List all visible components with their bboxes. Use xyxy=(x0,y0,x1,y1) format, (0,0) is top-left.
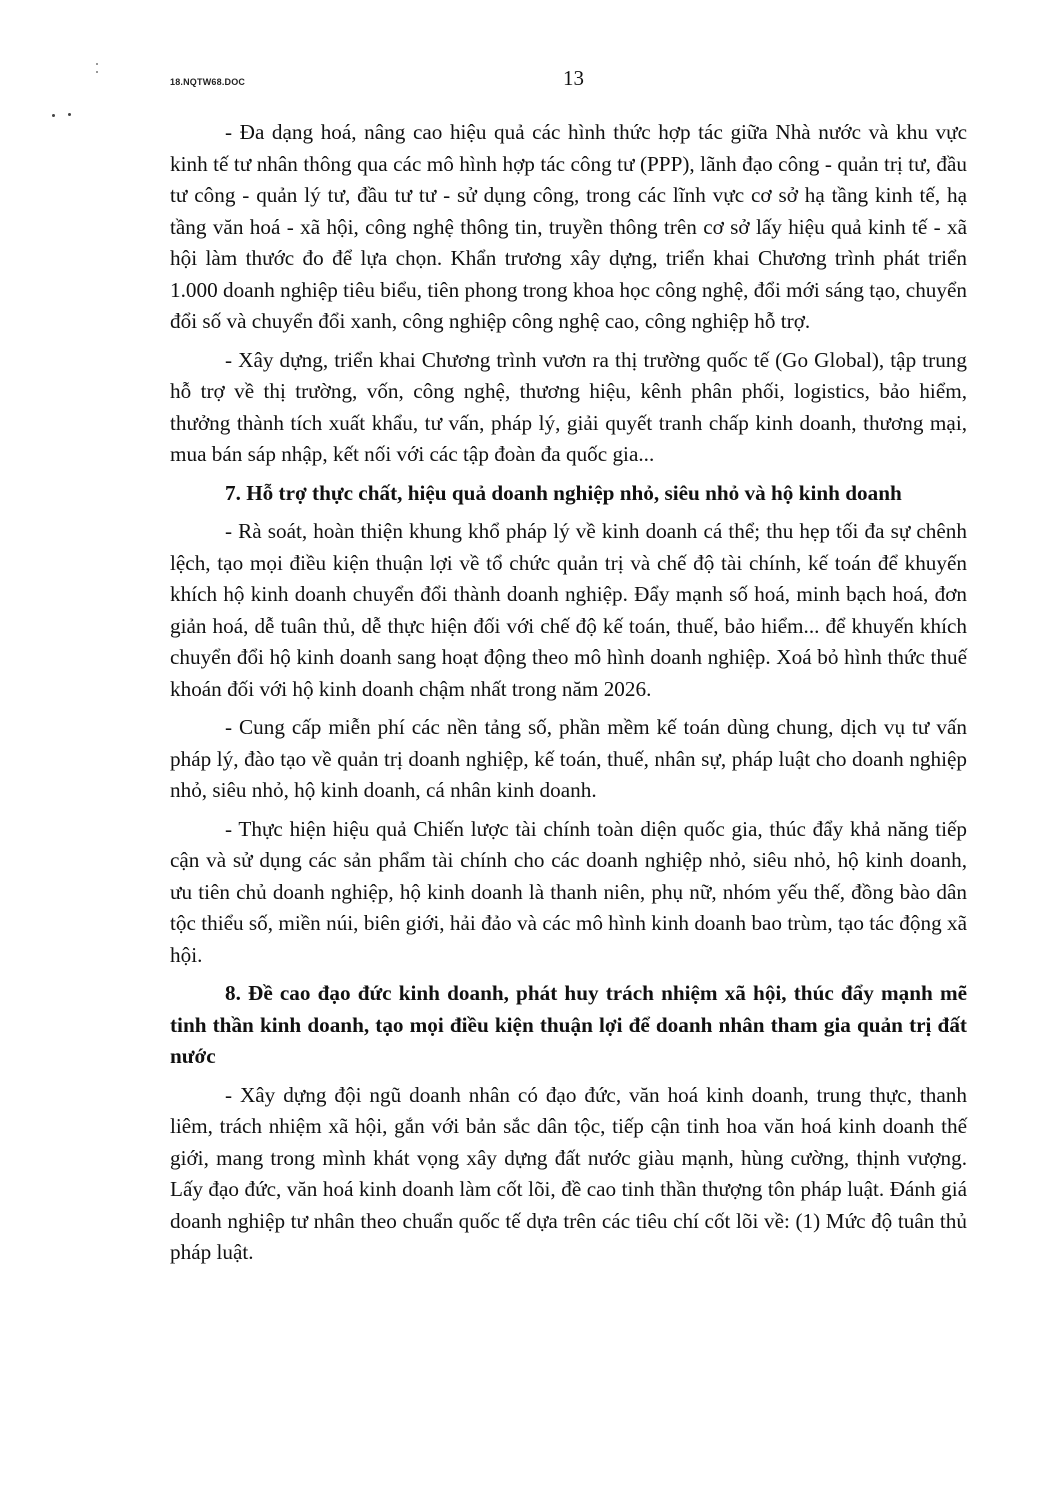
scan-speck xyxy=(52,114,55,117)
paragraph-free-digital-platforms: - Cung cấp miễn phí các nền tảng số, phần mềm kế toán dùng chung, dịch vụ tư vấn pháp lý, đào tạo về quản trị doanh nghiệp, kế toán, thuế, nhân sự, pháp luật cho doanh nghiệp nhỏ, siêu nhỏ, hộ kinh doanh, cá nhân kinh doanh. xyxy=(170,715,967,802)
paragraph-household-business-legal: - Rà soát, hoàn thiện khung khổ pháp lý về kinh doanh cá thể; thu hẹp tối đa sự chênh lệch, tạo mọi điều kiện thuận lợi về tổ chức quản trị và chế độ tài chính, kế toán để khuyến khích hộ kinh doanh chuyển đổi thành doanh nghiệp. Đẩy mạnh số hoá, minh bạch hoá, đơn giản hoá, dễ tuân thủ, dễ thực hiện đối với chế độ kế toán, thuế, bảo hiểm... để khuyến khích chuyển đổi hộ kinh doanh sang hoạt động theo mô hình doanh nghiệp. Xoá bỏ hình thức thuế khoán đối với hộ kinh doanh chậm nhất trong năm 2026. xyxy=(170,519,967,701)
page-number: 13 xyxy=(563,66,584,90)
paragraph-go-global: - Xây dựng, triển khai Chương trình vươn ra thị trường quốc tế (Go Global), tập trung hỗ trợ về thị trường, vốn, công nghệ, thương hiệu, kênh phân phối, logistics, bảo hiểm, thưởng thành tích xuất khẩu, tư vấn, pháp lý, giải quyết tranh chấp kinh doanh, thương mại, mua bán sáp nhập, kết nối với các tập đoàn đa quốc gia... xyxy=(170,347,967,466)
body-text xyxy=(170,117,967,1276)
scan-speck xyxy=(96,71,98,73)
section-heading-7: 7. Hỗ trợ thực chất, hiệu quả doanh nghiệp nhỏ, siêu nhỏ và hộ kinh doanh xyxy=(225,480,902,505)
scan-speck xyxy=(96,63,98,65)
paragraph-ppp-cooperation: - Đa dạng hoá, nâng cao hiệu quả các hình thức hợp tác giữa Nhà nước và khu vực kinh tế tư nhân thông qua các mô hình hợp tác công tư (PPP), lãnh đạo công - quản trị tư, đầu tư công - quản lý tư, đầu tư tư - sử dụng công, trong các lĩnh vực cơ sở hạ tầng kinh tế, hạ tầng văn hoá - xã hội, công nghệ thông tin, truyền thông trên cơ sở lấy hiệu quả kinh tế - xã hội làm thước đo để lựa chọn. Khẩn trương xây dựng, triển khai Chương trình phát triển 1.000 doanh nghiệp tiêu biểu, tiên phong trong khoa học công nghệ, đổi mới sáng tạo, chuyển đổi số và chuyển đổi xanh, công nghiệp công nghệ cao, công nghiệp hỗ trợ. xyxy=(170,120,967,333)
paragraph-business-ethics: - Xây dựng đội ngũ doanh nhân có đạo đức, văn hoá kinh doanh, trung thực, thanh liêm, trách nhiệm xã hội, gắn với bản sắc dân tộc, tiếp cận tinh hoa văn hoá kinh doanh thế giới, mang trong mình khát vọng xây dựng đất nước giàu mạnh, hùng cường, thịnh vượng. Lấy đạo đức, văn hoá kinh doanh làm cốt lõi, đề cao tinh thần thượng tôn pháp luật. Đánh giá doanh nghiệp tư nhân theo chuẩn quốc tế dựa trên các tiêu chí cốt lõi về: (1) Mức độ tuân thủ pháp luật. xyxy=(170,1082,967,1264)
scan-speck xyxy=(68,113,71,116)
paragraph-financial-inclusion: - Thực hiện hiệu quả Chiến lược tài chính toàn diện quốc gia, thúc đẩy khả năng tiếp cận và sử dụng các sản phẩm tài chính cho các doanh nghiệp nhỏ, siêu nhỏ, hộ kinh doanh, ưu tiên chủ doanh nghiệp, hộ kinh doanh là thanh niên, phụ nữ, nhóm yếu thế, đồng bào dân tộc thiểu số, miền núi, biên giới, hải đảo và các mô hình kinh doanh bao trùm, tạo tác động xã hội. xyxy=(170,816,967,967)
section-heading-8: 8. Đề cao đạo đức kinh doanh, phát huy trách nhiệm xã hội, thúc đẩy mạnh mẽ tinh thần kinh doanh, tạo mọi điều kiện thuận lợi để doanh nhân tham gia quản trị đất nước xyxy=(170,981,967,1068)
file-label: 18.NQTW68.DOC xyxy=(170,77,246,87)
